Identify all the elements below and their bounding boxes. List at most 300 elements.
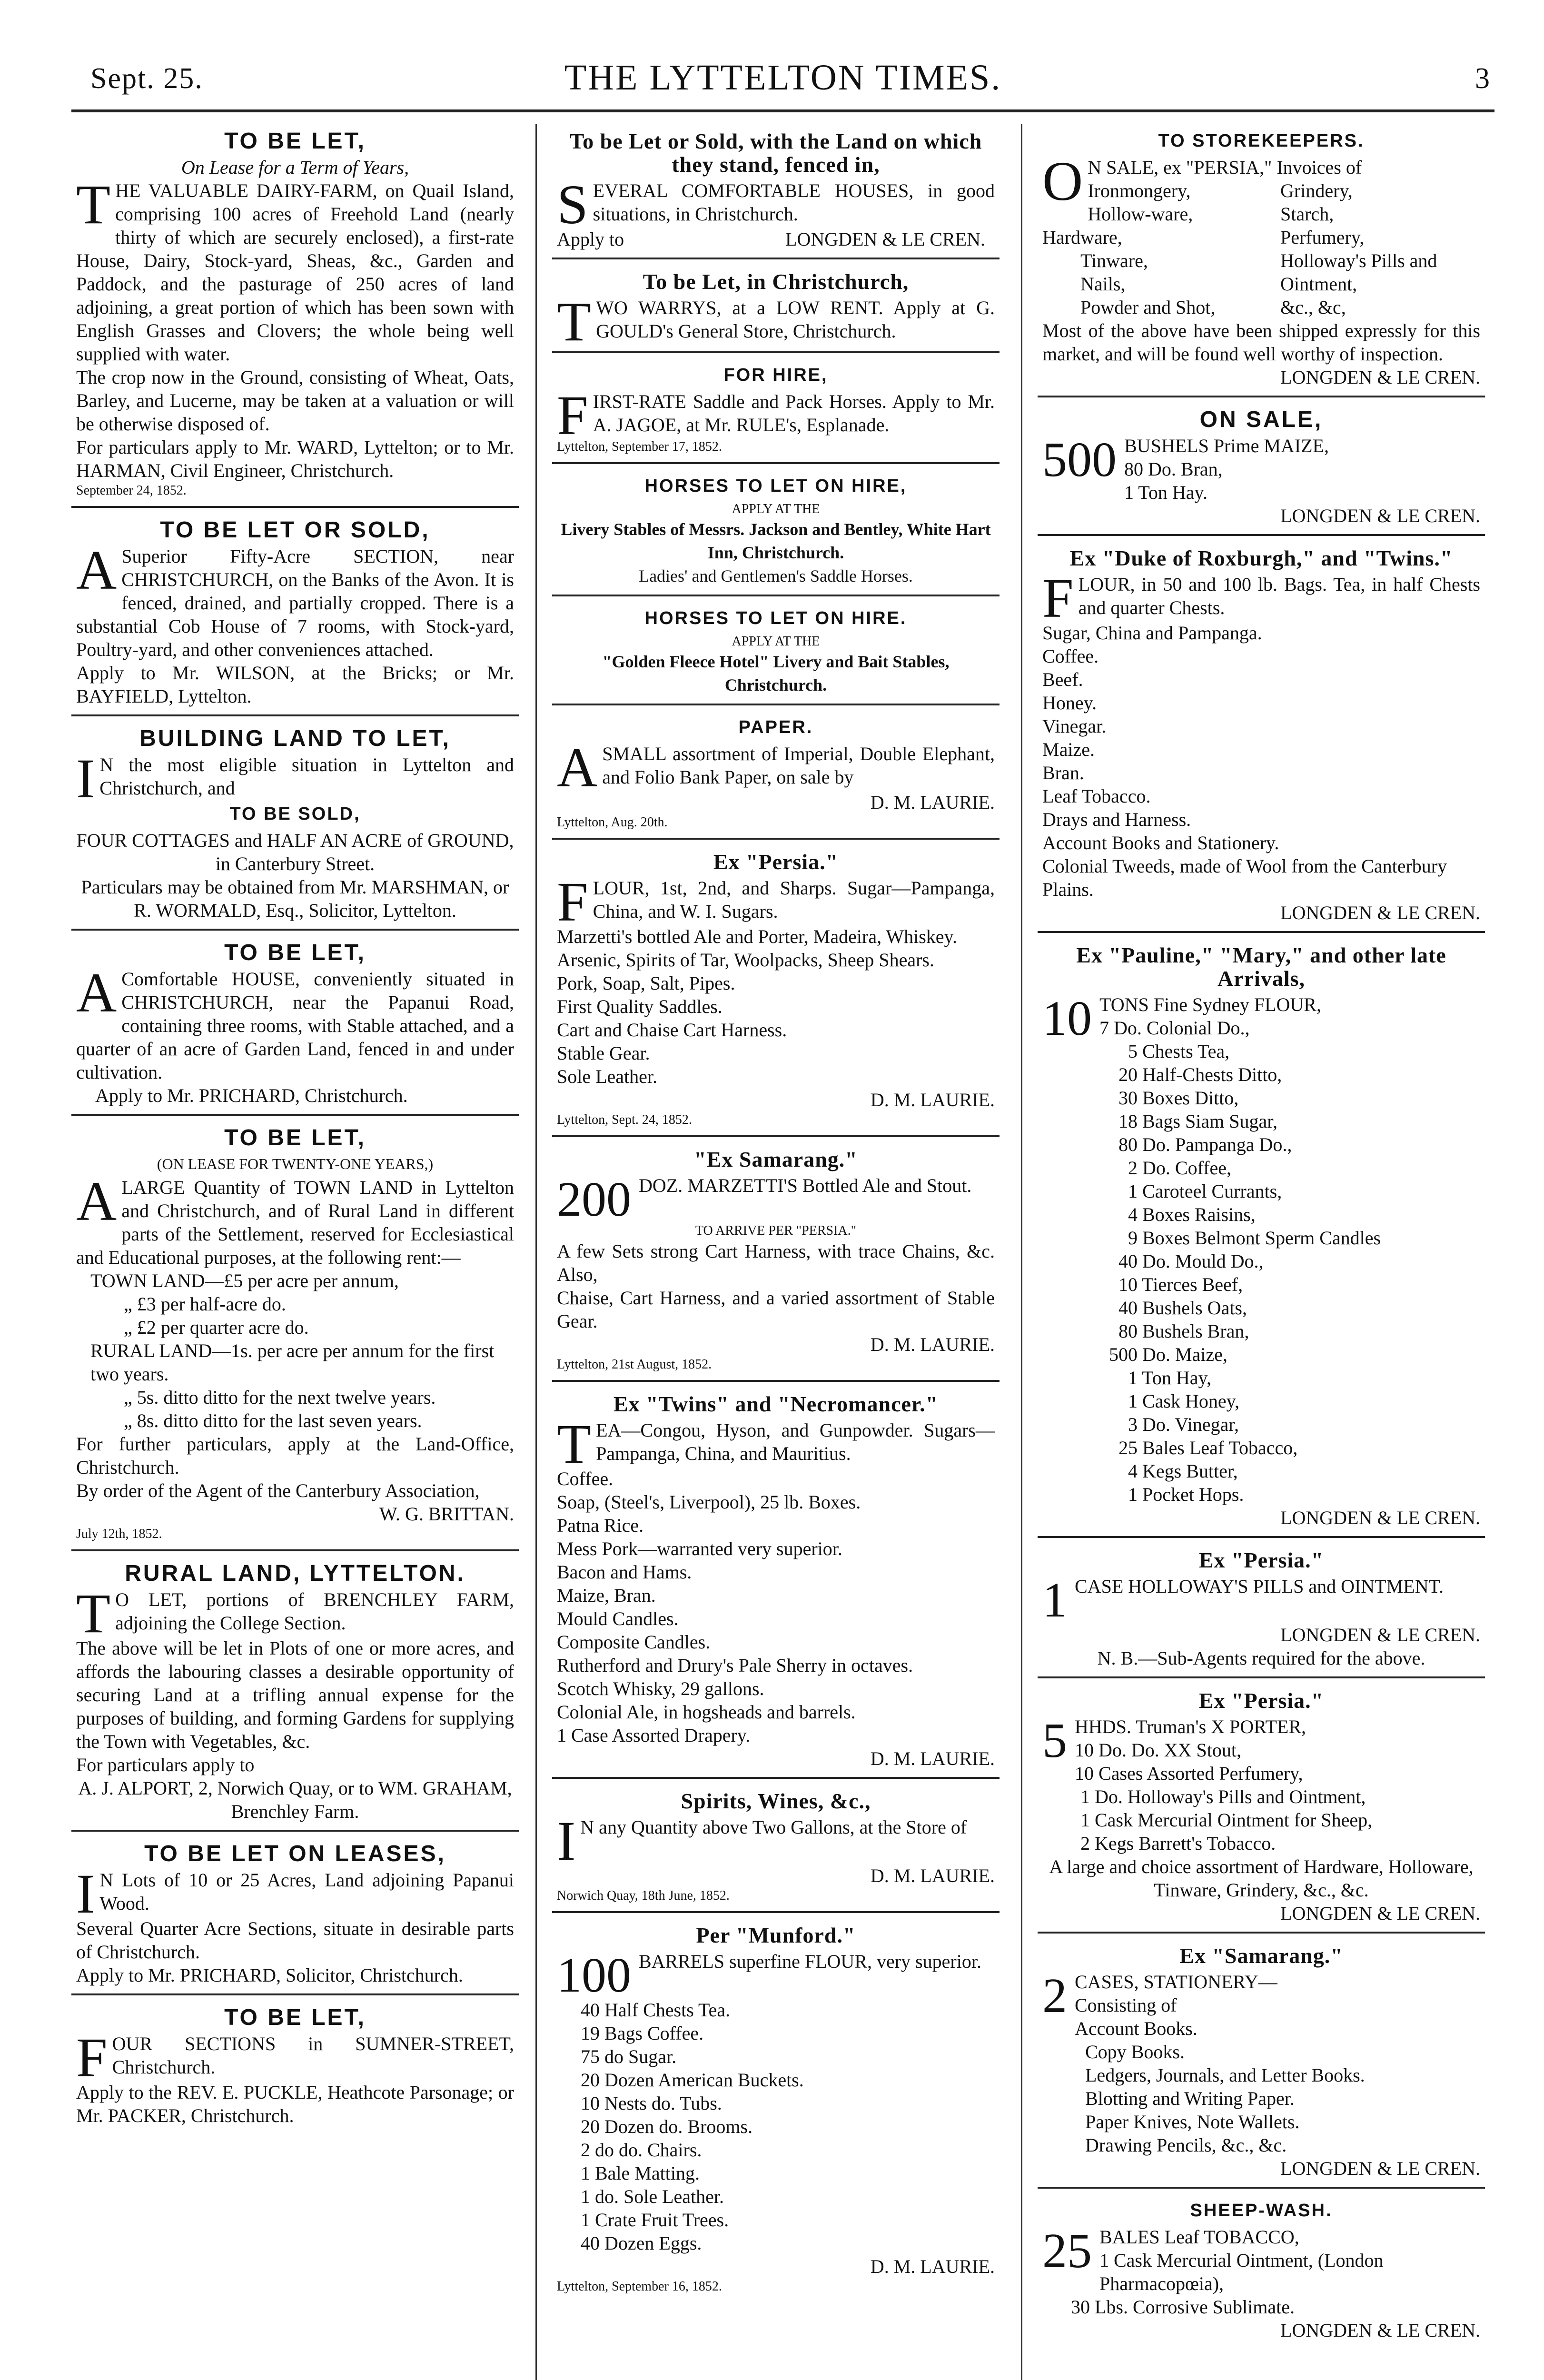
newspaper-title: THE LYTTELTON TIMES. xyxy=(564,58,1002,98)
ad-house-christchurch xyxy=(71,935,519,1116)
list-item: Bacon and Hams. xyxy=(557,1561,692,1583)
ad-on-sale-maize xyxy=(1038,402,1485,536)
list-item: 10 Nests do. Tubs. xyxy=(581,2092,722,2114)
list-item: 1 Caroteel Currants, xyxy=(1128,1180,1282,1202)
list-item: 40 Dozen Eggs. xyxy=(581,2232,702,2254)
ad-body xyxy=(76,1170,514,1269)
rent-item: TOWN LAND—£5 per acre per annum, xyxy=(90,1270,399,1291)
table-cell: Tinware, xyxy=(1080,250,1148,271)
list-item: 2 Kegs Barrett's Tobacco. xyxy=(1080,1833,1276,1854)
table-cell: Starch, xyxy=(1280,203,1334,225)
drop-cap: F xyxy=(76,2026,108,2089)
list-item: Stable Gear. xyxy=(557,1042,650,1064)
ad-date: Lyttelton, Sept. 24, 1852. xyxy=(557,1112,692,1127)
ad-heading: TO BE LET ON LEASES, xyxy=(144,1841,446,1866)
list-item: 1 Case Assorted Drapery. xyxy=(557,1725,751,1746)
drop-cap: A xyxy=(557,736,598,799)
ad-body xyxy=(76,173,514,366)
list-item: Scotch Whisky, 29 gallons. xyxy=(557,1678,764,1699)
ad-note: N. B.—Sub-Agents required for the above. xyxy=(1097,1647,1425,1669)
ad-heading: Spirits, Wines, &c., xyxy=(681,1789,871,1813)
ad-truman-porter xyxy=(1038,1683,1485,1934)
column-2 xyxy=(552,124,1000,2380)
ad-date: Norwich Quay, 18th June, 1852. xyxy=(557,1888,730,1903)
rent-item: „ 8s. ditto ditto for the last seven years. xyxy=(124,1410,422,1431)
list-item: Sugar, China and Pampanga. xyxy=(1042,622,1262,644)
goods-list xyxy=(1042,1715,1480,1855)
ad-heading: ON SALE, xyxy=(1199,407,1323,432)
table-row xyxy=(1042,296,1480,319)
ad-holloways-pills xyxy=(1038,1543,1485,1678)
drop-cap: O xyxy=(1042,150,1083,212)
ad-subheading: APPLY AT THE xyxy=(732,502,820,516)
list-item: Marzetti's bottled Ale and Porter, Madeira, Whiskey. xyxy=(557,926,957,947)
ad-leases xyxy=(71,1836,519,1995)
list-item: 4 Kegs Butter, xyxy=(1128,1460,1238,1482)
ad-signature: D. M. LAURIE. xyxy=(870,2256,995,2277)
table-cell: Nails, xyxy=(1080,273,1126,295)
ad-signature: D. M. LAURIE. xyxy=(870,1089,995,1111)
list-item: 30 Lbs. Corrosive Sublimate. xyxy=(1071,2296,1295,2318)
list-item: 40 Bushels Oats, xyxy=(1118,1297,1247,1319)
ad-heading: Ex "Persia." xyxy=(1198,1548,1324,1572)
list-item: 20 Dozen American Buckets. xyxy=(581,2069,804,2091)
list-item: Ledgers, Journals, and Letter Books. xyxy=(1085,2064,1365,2086)
drop-cap: T xyxy=(76,1582,111,1645)
masthead xyxy=(71,52,1495,112)
list-item: Patna Rice. xyxy=(557,1515,644,1536)
drop-cap: F xyxy=(557,871,588,933)
ad-body xyxy=(557,1413,995,1475)
ad-date: September 24, 1852. xyxy=(76,483,187,498)
list-item: 19 Bags Coffee. xyxy=(581,2023,704,2044)
quantity-number: 25 xyxy=(1042,2223,1092,2278)
list-item: Account Books and Stationery. xyxy=(1042,832,1279,853)
quantity-number: 10 xyxy=(1042,991,1092,1046)
list-item: Leaf Tobacco. xyxy=(1042,785,1151,807)
list-item: 80 Bushels Bran, xyxy=(1118,1320,1249,1342)
list-item: 75 do Sugar. xyxy=(581,2046,677,2067)
newspaper-page xyxy=(71,52,1495,2380)
list-item: Consisting of xyxy=(1075,1994,1177,2016)
ad-body xyxy=(557,1172,995,1227)
list-item: Rutherford and Drury's Pale Sherry in octaves. xyxy=(557,1655,913,1676)
ad-signature: D. M. LAURIE. xyxy=(870,1334,995,1355)
ad-munford-flour xyxy=(552,1918,1000,2302)
drop-cap: T xyxy=(557,1413,592,1475)
list-item: 1 Cask Honey, xyxy=(1128,1390,1240,1412)
table-row xyxy=(1088,202,1480,226)
ad-signature: W. G. BRITTAN. xyxy=(379,1503,514,1525)
list-item: 4 Boxes Raisins, xyxy=(1128,1204,1256,1225)
ad-warrys xyxy=(552,264,1000,353)
ad-text: IRST-RATE Saddle and Pack Horses. Apply to Mr. A. JAGOE, at Mr. RULE's, Esplanade. xyxy=(593,391,995,436)
table-row xyxy=(1042,226,1480,249)
ad-pauline-mary xyxy=(1038,938,1485,1538)
ad-subheading: APPLY AT THE xyxy=(732,634,820,649)
list-item: First Quality Saddles. xyxy=(557,996,723,1017)
ad-building-land xyxy=(71,721,519,931)
drop-cap: S xyxy=(557,173,588,236)
rent-item: „ 5s. ditto ditto for the next twelve years. xyxy=(124,1387,436,1408)
column-divider xyxy=(1021,124,1022,2380)
ad-signature: D. M. LAURIE. xyxy=(870,792,995,813)
ad-body xyxy=(76,747,514,810)
list-item: Beef. xyxy=(1042,669,1083,690)
ad-paper xyxy=(552,710,1000,840)
list-item: Sole Leather. xyxy=(557,1066,658,1087)
ad-heading: RURAL LAND, LYTTELTON. xyxy=(125,1561,465,1586)
ad-heading: TO BE LET, xyxy=(224,940,366,965)
table-cell: Hollow-ware, xyxy=(1088,203,1193,225)
list-item: 25 Bales Leaf Tobacco, xyxy=(1118,1437,1298,1458)
list-item: 18 Bags Siam Sugar, xyxy=(1118,1111,1277,1132)
ad-signature: LONGDEN & LE CREN. xyxy=(1280,1624,1480,1646)
list-item: Composite Candles. xyxy=(557,1631,711,1653)
ad-text: Apply to Mr. PRICHARD, Christchurch. xyxy=(95,1085,408,1106)
ad-subheading: On Lease for a Term of Years, xyxy=(181,157,409,178)
ad-text: For particulars apply to xyxy=(76,1754,255,1775)
list-item: 10 Tierces Beef, xyxy=(1118,1274,1243,1295)
ad-body xyxy=(76,2026,514,2089)
ad-text: N Lots of 10 or 25 Acres, Land adjoining Papanui Wood. xyxy=(99,1869,514,1914)
ad-heading: TO BE LET OR SOLD, xyxy=(160,517,430,543)
list-item: HHDS. Truman's X PORTER, xyxy=(1075,1716,1306,1737)
table-cell: Powder and Shot, xyxy=(1080,297,1216,318)
ad-twins-tea xyxy=(552,1387,1000,1779)
ad-heading: SHEEP-WASH. xyxy=(1190,2201,1333,2221)
list-item: 1 Cask Mercurial Ointment for Sheep, xyxy=(1080,1809,1373,1831)
quantity-number: 100 xyxy=(557,1948,631,2003)
ad-body xyxy=(557,384,995,446)
ad-storekeepers xyxy=(1038,124,1485,397)
quantity-number: 2 xyxy=(1042,1968,1067,2023)
list-item: CASES, STATIONERY— xyxy=(1075,1971,1277,1993)
ad-heading: HORSES TO LET ON HIRE, xyxy=(644,476,907,496)
ad-heading: FOR HIRE, xyxy=(723,365,828,385)
ad-spirits-wines xyxy=(552,1784,1000,1913)
ad-heading: Ex "Duke of Roxburgh," and "Twins." xyxy=(1069,546,1453,570)
list-item: BUSHELS Prime MAIZE, xyxy=(1124,435,1329,456)
ad-text: Ladies' and Gentlemen's Saddle Horses. xyxy=(639,566,913,585)
ad-text: The crop now in the Ground, consisting of Wheat, Oats, Barley, and Lucerne, may be taken at a valuation or will be otherwise disposed of. xyxy=(76,367,514,435)
ad-heading: "Ex Samarang." xyxy=(694,1147,858,1171)
ad-text: FOUR COTTAGES and HALF AN ACRE of GROUND, in Canterbury Street. xyxy=(76,830,514,874)
ad-body xyxy=(557,871,995,933)
ad-signature: D. M. LAURIE. xyxy=(870,1748,995,1769)
ad-text: Apply to the REV. E. PUCKLE, Heathcote Parsonage; or Mr. PACKER, Christchurch. xyxy=(76,2082,514,2126)
ad-date: Lyttelton, September 17, 1852. xyxy=(557,439,722,454)
ad-text: Apply to Mr. WILSON, at the Bricks; or Mr. BAYFIELD, Lyttelton. xyxy=(76,662,514,707)
list-item: 40 Do. Mould Do., xyxy=(1118,1250,1264,1272)
drop-cap: I xyxy=(76,1863,95,1925)
ad-text: N any Quantity above Two Gallons, at the Store of xyxy=(580,1816,967,1838)
ad-subheading: TO ARRIVE PER "PERSIA." xyxy=(695,1223,857,1238)
rent-item: „ £2 per quarter acre do. xyxy=(124,1317,309,1338)
rent-list xyxy=(76,1269,514,1432)
ad-subheading: TO BE SOLD, xyxy=(229,804,361,824)
list-item: Paper Knives, Note Wallets. xyxy=(1085,2111,1300,2132)
ad-signature: LONGDEN & LE CREN. xyxy=(1280,902,1480,923)
drop-cap: F xyxy=(1042,567,1074,629)
ad-text: The above will be let in Plots of one or more acres, and affords the labouring classes a desirable opportunity of securing Land at a trifling annual expense for the purposes of building, and forming Gardens for supplying the Town with Vegetables, &c. xyxy=(76,1637,514,1752)
list-item: 2 do do. Chairs. xyxy=(581,2139,702,2161)
quantity-number: 1 xyxy=(1042,1573,1067,1627)
ad-signature: LONGDEN & LE CREN. xyxy=(1280,1507,1480,1528)
ad-body xyxy=(557,736,995,799)
ad-text: A few Sets strong Cart Harness, with trace Chains, &c. Also, xyxy=(557,1240,995,1285)
list-item: 10 Cases Assorted Perfumery, xyxy=(1075,1763,1303,1784)
list-item: Colonial Tweeds, made of Wool from the Canterbury Plains. xyxy=(1042,855,1447,900)
ad-body xyxy=(76,539,514,661)
ad-heading: Ex "Persia." xyxy=(713,850,839,874)
ad-text: By order of the Agent of the Canterbury Association, xyxy=(76,1480,480,1501)
ad-text: Apply to Mr. PRICHARD, Solicitor, Christchurch. xyxy=(76,1964,463,1986)
ad-text: Livery Stables of Messrs. Jackson and Bentley, White Hart Inn, Christchurch. xyxy=(561,520,991,562)
list-item: 1 do. Sole Leather. xyxy=(581,2186,724,2207)
ad-fifty-acre-section xyxy=(71,513,519,716)
goods-list xyxy=(1042,993,1480,1506)
ad-date: July 12th, 1852. xyxy=(76,1527,162,1541)
ad-text: Chaise, Cart Harness, and a varied assortment of Stable Gear. xyxy=(557,1287,995,1332)
list-item: Drawing Pencils, &c., &c. xyxy=(1085,2134,1287,2156)
list-item: 80 Do. Pampanga Do., xyxy=(1118,1134,1292,1155)
table-row xyxy=(1042,272,1480,296)
list-item: Copy Books. xyxy=(1085,2041,1185,2063)
table-cell: Hardware, xyxy=(1042,227,1122,248)
goods-list xyxy=(557,1467,995,1747)
ad-text: OUR SECTIONS in SUMNER-STREET, Christchurch. xyxy=(112,2033,514,2078)
ad-stationery xyxy=(1038,1938,1485,2189)
list-item: Soap, (Steel's, Liverpool), 25 lb. Boxes. xyxy=(557,1491,861,1513)
table-row xyxy=(1042,249,1480,272)
table-row xyxy=(1088,179,1480,202)
drop-cap: T xyxy=(557,290,592,353)
goods-table xyxy=(1042,179,1480,319)
ad-signature: LONGDEN & LE CREN. xyxy=(1280,1903,1480,1924)
ad-text: LARGE Quantity of TOWN LAND in Lyttelton and Christchurch, and of Rural Land in different parts of the Settlement, reserved for Ecclesiastical and Educational purposes, at the following rent:— xyxy=(76,1177,514,1268)
table-cell: Grindery, xyxy=(1280,180,1353,201)
list-item: Coffee. xyxy=(1042,645,1099,667)
ad-date: Lyttelton, Aug. 20th. xyxy=(557,815,668,830)
ad-text: Apply to xyxy=(557,228,624,250)
ad-sumner-street xyxy=(71,2000,519,2134)
list-item: Maize. xyxy=(1042,739,1095,760)
ad-text: A. J. ALPORT, 2, Norwich Quay, or to WM. GRAHAM, Brenchley Farm. xyxy=(78,1777,512,1822)
drop-cap: I xyxy=(557,1810,576,1872)
list-item: Arsenic, Spirits of Tar, Woolpacks, Sheep Shears. xyxy=(557,949,934,971)
table-cell: Holloway's Pills and xyxy=(1280,250,1437,271)
list-item: 3 Do. Vinegar, xyxy=(1128,1414,1239,1435)
list-item: 80 Do. Bran, xyxy=(1124,458,1223,480)
table-cell: Perfumery, xyxy=(1280,227,1365,248)
ad-date: Lyttelton, 21st August, 1852. xyxy=(557,1357,712,1372)
ad-heading: HORSES TO LET ON HIRE. xyxy=(644,608,907,628)
drop-cap: A xyxy=(76,1170,117,1232)
ad-heading: TO BE LET, xyxy=(224,1125,366,1150)
list-item: 500 Do. Maize, xyxy=(1109,1344,1227,1365)
quantity-number: 5 xyxy=(1042,1713,1067,1768)
ad-heading: Ex "Samarang." xyxy=(1179,1944,1343,1968)
list-item: 40 Half Chests Tea. xyxy=(581,1999,731,2021)
ad-persia-flour xyxy=(552,844,1000,1137)
list-item: BALES Leaf TOBACCO, xyxy=(1099,2226,1299,2248)
list-item: 1 Pocket Hops. xyxy=(1128,1484,1244,1505)
page-number: 3 xyxy=(1475,62,1490,95)
list-item: 10 Do. Do. XX Stout, xyxy=(1075,1739,1242,1761)
drop-cap: A xyxy=(76,539,117,601)
ad-horses-white-hart xyxy=(552,469,1000,596)
ad-body xyxy=(76,962,514,1084)
ad-horses-golden-fleece xyxy=(552,601,1000,705)
list-item: Cart and Chaise Cart Harness. xyxy=(557,1019,787,1041)
list-item: Coffee. xyxy=(557,1468,614,1489)
ad-text: For further particulars, apply at the Land-Office, Christchurch. xyxy=(76,1433,514,1478)
list-item: Maize, Bran. xyxy=(557,1585,656,1606)
goods-list xyxy=(1042,621,1480,901)
list-item: Drays and Harness. xyxy=(1042,809,1191,830)
ad-signature: LONGDEN & LE CREN. xyxy=(785,228,985,250)
quantity-number: 500 xyxy=(1042,432,1117,487)
list-item: 1 Cask Mercurial Ointment, (London Pharmacopœia), xyxy=(1099,2250,1384,2294)
drop-cap: I xyxy=(76,747,95,810)
column-divider xyxy=(535,124,537,2380)
column-3 xyxy=(1038,124,1485,2380)
ad-signature: LONGDEN & LE CREN. xyxy=(1280,367,1480,388)
ad-date: Lyttelton, September 16, 1852. xyxy=(557,2279,722,2294)
goods-list xyxy=(557,1998,995,2255)
ad-text: LOUR, 1st, 2nd, and Sharps. Sugar—Pampanga, China, and W. I. Sugars. xyxy=(593,877,995,922)
ad-heading: TO STOREKEEPERS. xyxy=(1158,131,1365,151)
ad-body xyxy=(557,290,995,353)
quantity-number: 200 xyxy=(557,1172,631,1227)
ad-sheep-wash xyxy=(1038,2193,1485,2349)
ad-body xyxy=(76,1582,514,1645)
column-1 xyxy=(71,124,519,2380)
ad-text: BARRELS superfine FLOUR, very superior. xyxy=(639,1951,981,1972)
ad-heading: BUILDING LAND TO LET, xyxy=(139,726,451,751)
ad-text: HE VALUABLE DAIRY-FARM, on Quail Island, comprising 100 acres of Freehold Land (nearly thirty of which are securely enclosed), a first-rate House, Dairy, Stock-yard, Sheas, &c., Garden and Paddock, and the pasturage of 250 acres of land adjoining, a great portion of which has been sown with English Grasses and Clovers; the whole being well supplied with water. xyxy=(76,180,514,365)
ad-text: Comfortable HOUSE, conveniently situated in CHRISTCHURCH, near the Papanui Road, containing three rooms, with Stable attached, and a quarter of an acre of Garden Land, fenced in and under cultivation. xyxy=(76,968,514,1083)
list-item: Bran. xyxy=(1042,762,1084,783)
ad-heading: Per "Munford." xyxy=(696,1923,856,1947)
ad-text: Superior Fifty-Acre SECTION, near CHRISTCHURCH, on the Banks of the Avon. It is fenced, drained, and partially cropped. There is a substantial Cob House of 7 rooms, with Stock-yard, Poultry-yard, and other conveniences attached. xyxy=(76,545,514,660)
ad-text: LOUR, in 50 and 100 lb. Bags. Tea, in half Chests and quarter Chests. xyxy=(1078,574,1480,618)
ad-rural-land xyxy=(71,1556,519,1832)
ad-body xyxy=(1042,1573,1480,1627)
ad-text: Most of the above have been shipped expressly for this market, and will be found well worthy of inspection. xyxy=(1042,320,1480,365)
rent-item: „ £3 per half-acre do. xyxy=(124,1293,286,1315)
ad-town-land xyxy=(71,1121,519,1551)
ad-text: Particulars may be obtained from Mr. MARSHMAN, or R. WORMALD, Esq., Solicitor, Lyttelton. xyxy=(81,876,509,921)
ad-heading: To be Let, in Christchurch, xyxy=(643,269,909,294)
table-cell: Ointment, xyxy=(1280,273,1357,295)
list-item: 1 Crate Fruit Trees. xyxy=(581,2209,729,2231)
ad-heading: Ex "Twins" and "Necromancer." xyxy=(613,1392,939,1416)
list-item: 2 Do. Coffee, xyxy=(1128,1157,1231,1179)
goods-list xyxy=(1042,2225,1480,2319)
list-item: TONS Fine Sydney FLOUR, xyxy=(1099,994,1321,1015)
list-item: Vinegar. xyxy=(1042,715,1107,737)
ad-heading: TO BE LET, xyxy=(224,2005,366,2030)
drop-cap: T xyxy=(76,173,111,236)
list-item: 1 Ton Hay, xyxy=(1128,1367,1211,1388)
ad-text: CASE HOLLOWAY'S PILLS and OINTMENT. xyxy=(1075,1576,1444,1597)
ad-apply-line xyxy=(557,228,995,251)
ad-duke-of-roxburgh xyxy=(1038,541,1485,933)
list-item: 5 Chests Tea, xyxy=(1128,1041,1230,1062)
ad-text: For particulars apply to Mr. WARD, Lyttelton; or to Mr. HARMAN, Civil Engineer, Christchurch. xyxy=(76,436,514,481)
ad-signature: D. M. LAURIE. xyxy=(870,1865,995,1886)
ad-text: O LET, portions of BRENCHLEY FARM, adjoining the College Section. xyxy=(115,1589,514,1634)
rent-item: RURAL LAND—1s. per acre per annum for the first two years. xyxy=(90,1340,495,1385)
ad-text: A large and choice assortment of Hardware, Holloware, Tinware, Grindery, &c., &c. xyxy=(1049,1856,1474,1901)
ad-body xyxy=(557,1810,995,1872)
list-item: 1 Ton Hay. xyxy=(1124,482,1207,503)
list-item: Honey. xyxy=(1042,692,1097,714)
ad-text: EA—Congou, Hyson, and Gunpowder. Sugars—Pampanga, China, and Mauritius. xyxy=(596,1419,995,1464)
ad-houses-let-or-sold xyxy=(552,124,1000,259)
ad-body xyxy=(1042,434,1480,504)
list-item: Blotting and Writing Paper. xyxy=(1085,2088,1295,2109)
ad-subheading: (ON LEASE FOR TWENTY-ONE YEARS,) xyxy=(157,1155,434,1172)
list-item: Pork, Soap, Salt, Pipes. xyxy=(557,972,735,994)
ad-signature: LONGDEN & LE CREN. xyxy=(1280,2158,1480,2179)
ad-heading: To be Let or Sold, with the Land on which they stand, fenced in, xyxy=(569,129,982,177)
list-item: 1 Do. Holloway's Pills and Ointment, xyxy=(1080,1786,1366,1807)
columns xyxy=(71,124,1495,2380)
issue-date: Sept. 25. xyxy=(90,62,203,95)
ad-text: DOZ. MARZETTI'S Bottled Ale and Stout. xyxy=(639,1175,972,1196)
ad-signature: LONGDEN & LE CREN. xyxy=(1280,505,1480,526)
list-item: Colonial Ale, in hogsheads and barrels. xyxy=(557,1701,856,1723)
ad-text: WO WARRYS, at a LOW RENT. Apply at G. GOULD's General Store, Christchurch. xyxy=(596,297,995,342)
drop-cap: F xyxy=(557,384,588,446)
ad-text: N the most eligible situation in Lyttelton and Christchurch, and xyxy=(99,754,514,799)
list-item: Mess Pork—warranted very superior. xyxy=(557,1538,842,1559)
ad-body xyxy=(557,1948,995,2003)
list-item: 1 Bale Matting. xyxy=(581,2162,700,2184)
ad-signature: LONGDEN & LE CREN. xyxy=(1280,2320,1480,2341)
ad-text: "Golden Fleece Hotel" Livery and Bait Stables, Christchurch. xyxy=(602,652,950,694)
ad-text: Several Quarter Acre Sections, situate in desirable parts of Christchurch. xyxy=(76,1918,514,1963)
drop-cap: A xyxy=(76,962,117,1024)
ad-text: EVERAL COMFORTABLE HOUSES, in good situations, in Christchurch. xyxy=(593,180,995,225)
list-item: 30 Boxes Ditto, xyxy=(1118,1087,1239,1109)
ad-body xyxy=(557,173,995,236)
ad-heading: TO BE LET, xyxy=(224,129,366,154)
ad-samarang-ale xyxy=(552,1142,1000,1382)
goods-list xyxy=(557,925,995,1088)
ad-text: SMALL assortment of Imperial, Double Elephant, and Folio Bank Paper, on sale by xyxy=(602,743,995,788)
list-item: 20 Half-Chests Ditto, xyxy=(1118,1064,1282,1085)
ad-heading: Ex "Pauline," "Mary," and other late Arrivals, xyxy=(1076,943,1446,991)
ad-dairy-farm xyxy=(71,124,519,508)
table-cell: &c., &c, xyxy=(1280,297,1346,318)
list-item: Account Books. xyxy=(1075,2018,1198,2039)
list-item: 20 Dozen do. Brooms. xyxy=(581,2116,753,2137)
ad-for-hire xyxy=(552,358,1000,464)
list-item: 7 Do. Colonial Do., xyxy=(1099,1017,1250,1039)
table-cell: Ironmongery, xyxy=(1088,180,1191,201)
list-item: 9 Boxes Belmont Sperm Candles xyxy=(1128,1227,1381,1249)
list-item: Mould Candles. xyxy=(557,1608,679,1629)
ad-heading: Ex "Persia." xyxy=(1198,1688,1324,1713)
ad-body xyxy=(1042,567,1480,629)
ad-heading: PAPER. xyxy=(738,717,813,737)
ad-text: N SALE, ex "PERSIA," Invoices of xyxy=(1088,157,1362,178)
ad-body xyxy=(76,1863,514,1925)
